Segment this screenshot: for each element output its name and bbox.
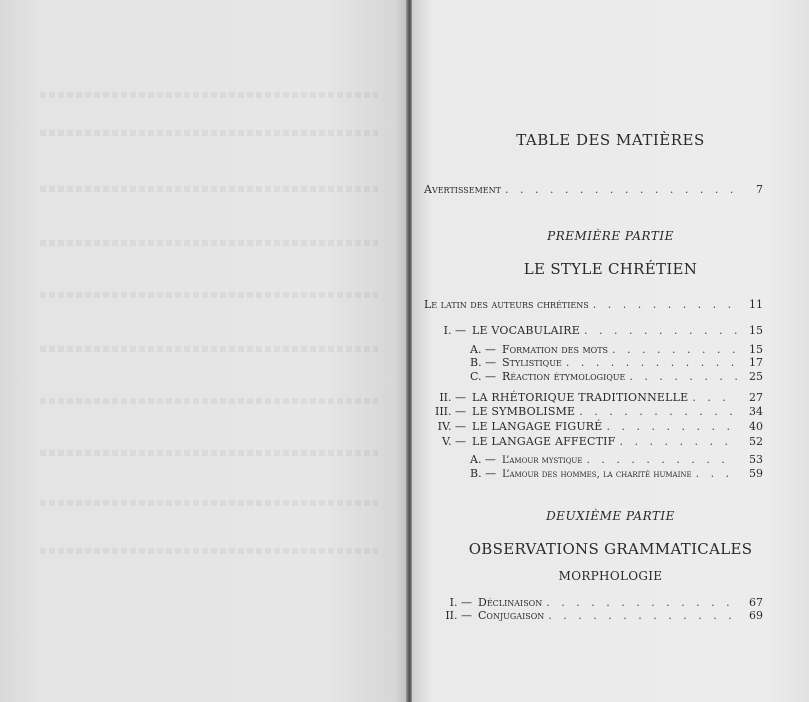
- dot-leader: [620, 435, 737, 449]
- toc-subsection: [470, 370, 763, 384]
- toc-subsection: [470, 467, 763, 481]
- subsection-number: B. —: [470, 467, 497, 480]
- section-label: LE VOCABULAIRE: [472, 324, 581, 337]
- toc-subsection: [470, 356, 763, 370]
- section-label: LE SYMBOLISME: [472, 405, 576, 418]
- right-page: [412, 0, 809, 702]
- toc-section: [420, 435, 763, 449]
- section-number: IV. —: [437, 420, 466, 433]
- subsection-page: 17: [749, 356, 763, 369]
- part2-subtitle: MORPHOLOGIE: [558, 569, 663, 583]
- dot-leader: [566, 356, 737, 370]
- subsection-label: Stylistique: [502, 356, 562, 369]
- subsection-label: Formation des mots: [501, 343, 609, 356]
- toc-entry-avertissement: [424, 183, 763, 197]
- subsection-number: A. —: [470, 453, 496, 466]
- toc-entry-intro: [424, 298, 763, 312]
- dot-leader: [692, 391, 737, 405]
- section-number: V. —: [441, 435, 466, 448]
- bleed-through-line: [40, 500, 378, 506]
- bleed-through-line: [40, 240, 378, 246]
- entry-page: 7: [756, 183, 763, 196]
- section-page: 67: [749, 596, 763, 609]
- bleed-through-line: [40, 398, 378, 404]
- toc-section: [420, 391, 763, 405]
- toc-section: [420, 420, 763, 434]
- dot-leader: [629, 370, 737, 384]
- section-number: I. —: [449, 596, 472, 609]
- dot-leader: [579, 405, 737, 419]
- dot-leader: [505, 183, 737, 197]
- bleed-through-line: [40, 450, 378, 456]
- section-number: III. —: [434, 405, 466, 418]
- dot-leader: [696, 467, 737, 481]
- entry-page: 11: [749, 298, 763, 311]
- section-label: LA RHÉTORIQUE TRADITIONNELLE: [472, 391, 689, 404]
- bleed-through-line: [40, 130, 378, 136]
- toc-title: TABLE DES MATIÈRES: [516, 131, 705, 149]
- dot-leader: [546, 596, 737, 610]
- bleed-through-line: [40, 92, 378, 98]
- section-number: I. —: [443, 324, 466, 337]
- dot-leader: [612, 343, 737, 357]
- subsection-number: A. —: [470, 343, 496, 356]
- toc-section: [430, 596, 763, 610]
- toc-section: [430, 609, 763, 623]
- section-page: 15: [749, 324, 763, 337]
- subsection-page: 59: [749, 467, 763, 480]
- part1-title: LE STYLE CHRÉTIEN: [523, 260, 698, 278]
- section-number: II. —: [439, 391, 466, 404]
- bleed-through-line: [40, 548, 378, 554]
- bleed-through-line: [40, 346, 378, 352]
- subsection-label: L’amour mystique: [501, 455, 583, 466]
- section-label: LE LANGAGE AFFECTIF: [472, 435, 616, 448]
- entry-label: Avertissement: [424, 183, 501, 196]
- section-page: 34: [749, 405, 763, 418]
- subsection-page: 25: [749, 370, 763, 383]
- section-number: II. —: [445, 609, 472, 622]
- part1-heading: PREMIÈRE PARTIE: [547, 229, 674, 243]
- subsection-label: L’amour des hommes, la charité humaine: [502, 469, 692, 480]
- toc-subsection: [470, 343, 763, 357]
- section-page: 69: [749, 609, 763, 622]
- toc-section: [436, 324, 763, 338]
- section-label: Conjugaison: [478, 609, 545, 622]
- bleed-through-line: [40, 186, 378, 192]
- section-label: LE LANGAGE FIGURÉ: [472, 420, 603, 433]
- dot-leader: [593, 298, 737, 312]
- section-page: 40: [749, 420, 763, 433]
- subsection-number: B. —: [470, 356, 497, 369]
- part2-heading: DEUXIÈME PARTIE: [546, 509, 675, 523]
- bleed-through-line: [40, 292, 378, 298]
- section-page: 52: [749, 435, 763, 448]
- dot-leader: [548, 609, 737, 623]
- toc-section: [420, 405, 763, 419]
- toc-subsection: [470, 453, 763, 467]
- subsection-page: 15: [749, 343, 763, 356]
- section-page: 27: [749, 391, 763, 404]
- part2-title: OBSERVATIONS GRAMMATICALES: [468, 540, 753, 558]
- dot-leader: [607, 420, 738, 434]
- subsection-number: C. —: [470, 370, 497, 383]
- dot-leader: [586, 453, 737, 467]
- dot-leader: [584, 324, 737, 338]
- entry-label: Le latin des auteurs chrétiens: [424, 298, 589, 311]
- subsection-label: Réaction étymologique: [502, 370, 626, 383]
- section-label: Déclinaison: [478, 596, 543, 609]
- subsection-page: 53: [749, 453, 763, 466]
